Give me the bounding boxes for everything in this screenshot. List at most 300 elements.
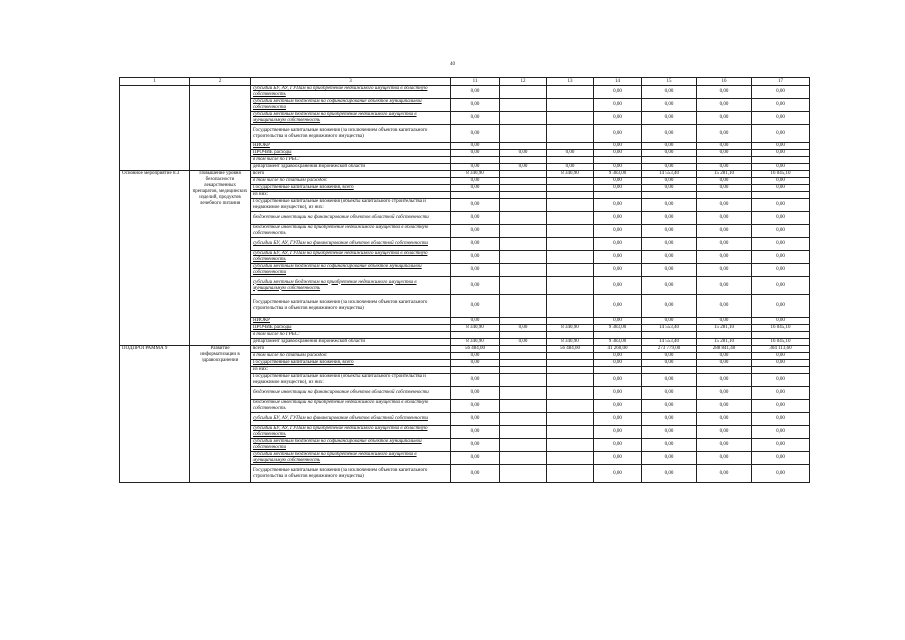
value-cell: 0,00 xyxy=(451,238,500,251)
value-cell: 0,00 xyxy=(697,178,752,185)
value-cell: 0,00 xyxy=(642,125,697,143)
value-cell: 0,00 xyxy=(594,465,642,483)
value-cell xyxy=(547,295,594,318)
value-cell xyxy=(500,264,547,277)
expense-label-cell: субсидии местным бюджетам на приобретение недвижимого имущества в муниципальную собственность xyxy=(251,452,451,465)
value-cell: 0,00 xyxy=(451,387,500,400)
value-cell: 0,00 xyxy=(500,150,547,157)
value-cell xyxy=(547,367,594,374)
expense-label-cell: субсидии местным бюджетам на софинансирование объектов муниципальной собственности xyxy=(251,99,451,112)
column-header: 1 xyxy=(120,78,190,86)
column-header: 2 xyxy=(190,78,251,86)
value-cell: 0,00 xyxy=(752,143,810,150)
value-cell xyxy=(500,452,547,465)
value-cell: 0,00 xyxy=(594,360,642,367)
value-cell: 8 340,90 xyxy=(547,325,594,332)
value-cell: 0,00 xyxy=(697,164,752,171)
value-cell xyxy=(752,367,810,374)
column-header: 16 xyxy=(697,78,752,86)
value-cell: 56 484,00 xyxy=(451,346,500,353)
value-cell: 0,00 xyxy=(697,225,752,238)
value-cell: 0,00 xyxy=(451,251,500,264)
value-cell: 0,00 xyxy=(642,318,697,325)
column-header: 11 xyxy=(451,78,500,86)
value-cell: 0,00 xyxy=(697,264,752,277)
value-cell: 8 340,90 xyxy=(451,339,500,346)
value-cell: 0,00 xyxy=(594,264,642,277)
value-cell: 14 553,40 xyxy=(642,339,697,346)
value-cell: 0,00 xyxy=(752,295,810,318)
value-cell xyxy=(547,439,594,452)
value-cell xyxy=(451,332,500,339)
value-cell: 0,00 xyxy=(451,413,500,426)
expense-label-cell: Государственные капитальные вложения (за исключением объектов капитального строительства и объектов недвижимого имущества) xyxy=(251,465,451,483)
value-cell: 0,00 xyxy=(697,413,752,426)
expense-label-cell: в том числе по статьям расходов: xyxy=(251,353,451,360)
expense-label-cell: субсидии БУ, АУ, ГУПам на приобретение недвижимого имущества в областную собственность xyxy=(251,251,451,264)
value-cell: 0,00 xyxy=(642,238,697,251)
value-cell: 15 281,10 xyxy=(697,171,752,178)
expense-label-cell: в том числе по ГРБС: xyxy=(251,332,451,339)
value-cell: 0,00 xyxy=(697,238,752,251)
value-cell xyxy=(500,185,547,192)
value-cell: 0,00 xyxy=(547,164,594,171)
value-cell xyxy=(642,192,697,199)
value-cell: 0,00 xyxy=(451,439,500,452)
value-cell: 0,00 xyxy=(594,164,642,171)
value-cell: 0,00 xyxy=(697,295,752,318)
value-cell: 0,00 xyxy=(451,199,500,212)
column-header: 14 xyxy=(594,78,642,86)
value-cell xyxy=(500,99,547,112)
value-cell xyxy=(547,387,594,400)
value-cell: 0,00 xyxy=(594,185,642,192)
column-header: 17 xyxy=(752,78,810,86)
expense-label-cell: субсидии местным бюджетам на приобретение недвижимого имущества в муниципальную собственность xyxy=(251,277,451,295)
expense-label-cell: ПРОЧИЕ расходы xyxy=(251,325,451,332)
table-header-row xyxy=(120,78,810,86)
value-cell: 0,00 xyxy=(642,150,697,157)
value-cell xyxy=(547,112,594,125)
value-cell: 0,00 xyxy=(752,238,810,251)
value-cell xyxy=(451,192,500,199)
value-cell xyxy=(500,86,547,99)
value-cell: 0,00 xyxy=(547,150,594,157)
value-cell: 0,00 xyxy=(642,353,697,360)
expense-label-cell: бюджетные инвестиции на финансирование объектов областной собственности xyxy=(251,212,451,225)
value-cell: 0,00 xyxy=(642,413,697,426)
value-cell: 9 383,00 xyxy=(594,325,642,332)
value-cell: 0,00 xyxy=(594,143,642,150)
value-cell xyxy=(547,125,594,143)
value-cell: 0,00 xyxy=(752,465,810,483)
value-cell: 15 281,10 xyxy=(697,325,752,332)
value-cell: 0,00 xyxy=(642,251,697,264)
expense-label-cell: бюджетные инвестиции на приобретение недвижимого имущества в областную собственность xyxy=(251,400,451,413)
value-cell: 8 340,90 xyxy=(451,325,500,332)
value-cell: 14 553,40 xyxy=(642,171,697,178)
value-cell xyxy=(547,264,594,277)
value-cell: 0,00 xyxy=(752,452,810,465)
value-cell xyxy=(752,192,810,199)
value-cell xyxy=(547,178,594,185)
value-cell: 0,00 xyxy=(594,112,642,125)
value-cell: 0,00 xyxy=(451,112,500,125)
expense-label-cell: НИОКР xyxy=(251,318,451,325)
value-cell: 0,00 xyxy=(752,439,810,452)
value-cell xyxy=(451,367,500,374)
value-cell xyxy=(500,178,547,185)
value-cell: 0,00 xyxy=(642,212,697,225)
value-cell xyxy=(500,413,547,426)
value-cell: 0,00 xyxy=(594,295,642,318)
expense-label-cell: в том числе по ГРБС: xyxy=(251,157,451,164)
value-cell xyxy=(500,346,547,353)
value-cell: 0,00 xyxy=(594,318,642,325)
value-cell: 0,00 xyxy=(752,277,810,295)
value-cell: 0,00 xyxy=(752,164,810,171)
value-cell: 0,00 xyxy=(594,251,642,264)
value-cell: 8 340,90 xyxy=(547,339,594,346)
value-cell xyxy=(451,157,500,164)
expense-label-cell: департамент здравоохранения Воронежской области xyxy=(251,164,451,171)
value-cell: 0,00 xyxy=(642,199,697,212)
value-cell xyxy=(594,367,642,374)
value-cell: 0,00 xyxy=(697,400,752,413)
value-cell xyxy=(547,332,594,339)
expense-label-cell: бюджетные инвестиции на приобретение недвижимого имущества в областную собственность xyxy=(251,225,451,238)
program-code-cell: ПОДПРОГРАММА 9 xyxy=(120,346,190,483)
value-cell xyxy=(500,277,547,295)
value-cell: 0,00 xyxy=(594,199,642,212)
expense-label-cell: субсидии БУ, АУ, ГУПам на приобретение недвижимого имущества в областную собственность xyxy=(251,426,451,439)
value-cell: 0,00 xyxy=(697,387,752,400)
value-cell: 0,00 xyxy=(752,251,810,264)
value-cell: 0,00 xyxy=(642,374,697,387)
value-cell xyxy=(547,465,594,483)
value-cell: 0,00 xyxy=(594,150,642,157)
value-cell xyxy=(547,452,594,465)
value-cell: 273 779,00 xyxy=(642,346,697,353)
value-cell xyxy=(500,387,547,400)
value-cell: 0,00 xyxy=(451,353,500,360)
value-cell: 0,00 xyxy=(697,360,752,367)
value-cell: 0,00 xyxy=(642,400,697,413)
value-cell: 0,00 xyxy=(594,225,642,238)
value-cell xyxy=(697,332,752,339)
value-cell: 0,00 xyxy=(752,199,810,212)
value-cell: 0,00 xyxy=(752,225,810,238)
expense-label-cell: субсидии БУ, АУ, ГУПам на финансирование объектов областной собственности xyxy=(251,413,451,426)
value-cell: 9 383,00 xyxy=(594,339,642,346)
value-cell xyxy=(547,413,594,426)
expense-label-cell: ПРОЧИЕ расходы xyxy=(251,150,451,157)
value-cell xyxy=(547,400,594,413)
value-cell: 0,00 xyxy=(697,150,752,157)
value-cell: 0,00 xyxy=(594,374,642,387)
value-cell xyxy=(697,157,752,164)
value-cell: 56 484,00 xyxy=(547,346,594,353)
value-cell: 0,00 xyxy=(451,360,500,367)
table-row xyxy=(120,346,810,353)
value-cell xyxy=(500,192,547,199)
value-cell: 0,00 xyxy=(642,387,697,400)
value-cell: 0,00 xyxy=(752,353,810,360)
value-cell: 0,00 xyxy=(642,277,697,295)
value-cell: 15 281,10 xyxy=(697,339,752,346)
value-cell: 0,00 xyxy=(451,295,500,318)
expense-label-cell: Государственные капитальные вложения (объекты капитального строительства и недвижимое имущество), из них: xyxy=(251,199,451,212)
value-cell xyxy=(547,86,594,99)
program-code-cell: Основное мероприятие 8.3 xyxy=(120,171,190,346)
value-cell: 0,00 xyxy=(594,125,642,143)
value-cell: 0,00 xyxy=(642,264,697,277)
program-title-cell: Повышение уровня безопасности лекарственных препаратов, медицинских изделий, продуктов лечебного питания xyxy=(190,171,251,346)
column-header: 3 xyxy=(251,78,451,86)
expense-label-cell: из них: xyxy=(251,192,451,199)
value-cell: 0,00 xyxy=(697,353,752,360)
value-cell: 0,00 xyxy=(594,400,642,413)
value-cell: 0,00 xyxy=(642,452,697,465)
expense-label-cell: субсидии местным бюджетам на приобретение недвижимого имущества в муниципальную собственность xyxy=(251,112,451,125)
value-cell: 0,00 xyxy=(500,339,547,346)
value-cell: 0,00 xyxy=(752,112,810,125)
value-cell: 304 113,60 xyxy=(752,346,810,353)
value-cell: 0,00 xyxy=(752,264,810,277)
value-cell: 0,00 xyxy=(752,374,810,387)
value-cell: 0,00 xyxy=(752,360,810,367)
value-cell: 0,00 xyxy=(451,400,500,413)
value-cell xyxy=(500,318,547,325)
value-cell: 0,00 xyxy=(451,86,500,99)
value-cell xyxy=(547,374,594,387)
value-cell: 0,00 xyxy=(697,251,752,264)
value-cell xyxy=(500,225,547,238)
value-cell: 0,00 xyxy=(451,452,500,465)
value-cell xyxy=(500,199,547,212)
value-cell xyxy=(547,353,594,360)
value-cell: 0,00 xyxy=(451,164,500,171)
value-cell xyxy=(547,143,594,150)
value-cell: 0,00 xyxy=(752,387,810,400)
value-cell: 0,00 xyxy=(594,353,642,360)
value-cell: 0,00 xyxy=(752,178,810,185)
value-cell: 0,00 xyxy=(697,199,752,212)
value-cell: 0,00 xyxy=(594,178,642,185)
value-cell: 0,00 xyxy=(451,125,500,143)
value-cell xyxy=(547,238,594,251)
expense-label-cell: бюджетные инвестиции на финансирование объектов областной собственности xyxy=(251,387,451,400)
value-cell xyxy=(500,367,547,374)
value-cell: 0,00 xyxy=(642,295,697,318)
value-cell: 0,00 xyxy=(697,277,752,295)
value-cell: 0,00 xyxy=(752,400,810,413)
expense-label-cell: всего xyxy=(251,171,451,178)
expense-label-cell: всего xyxy=(251,346,451,353)
table-row xyxy=(120,171,810,178)
value-cell: 0,00 xyxy=(697,465,752,483)
value-cell: 0,00 xyxy=(697,212,752,225)
value-cell: 16 045,10 xyxy=(752,171,810,178)
expense-label-cell: департамент здравоохранения Воронежской области xyxy=(251,339,451,346)
value-cell: 41 260,00 xyxy=(594,346,642,353)
value-cell xyxy=(500,112,547,125)
value-cell xyxy=(500,332,547,339)
value-cell: 16 045,10 xyxy=(752,339,810,346)
value-cell: 0,00 xyxy=(752,413,810,426)
value-cell: 0,00 xyxy=(451,212,500,225)
value-cell xyxy=(500,439,547,452)
value-cell xyxy=(500,125,547,143)
column-header: 12 xyxy=(500,78,547,86)
value-cell: 0,00 xyxy=(642,112,697,125)
expense-label-cell: субсидии местным бюджетам на софинансирование объектов муниципальной собственности xyxy=(251,264,451,277)
value-cell xyxy=(500,360,547,367)
value-cell: 0,00 xyxy=(642,360,697,367)
value-cell xyxy=(500,212,547,225)
value-cell: 0,00 xyxy=(451,225,500,238)
value-cell xyxy=(547,157,594,164)
value-cell xyxy=(500,238,547,251)
value-cell xyxy=(547,318,594,325)
value-cell: 0,00 xyxy=(451,99,500,112)
value-cell: 0,00 xyxy=(642,86,697,99)
table-body xyxy=(120,86,810,483)
value-cell: 0,00 xyxy=(697,426,752,439)
expense-label-cell: НИОКР xyxy=(251,143,451,150)
expense-label-cell: Государственные капитальные вложения, всего xyxy=(251,360,451,367)
expense-label-cell: в том числе по статьям расходов: xyxy=(251,178,451,185)
value-cell xyxy=(642,157,697,164)
value-cell xyxy=(642,367,697,374)
value-cell xyxy=(500,157,547,164)
value-cell xyxy=(547,360,594,367)
value-cell xyxy=(547,192,594,199)
value-cell: 8 340,90 xyxy=(547,171,594,178)
value-cell xyxy=(500,374,547,387)
value-cell: 8 340,90 xyxy=(451,171,500,178)
expense-label-cell: из них: xyxy=(251,367,451,374)
expense-label-cell: субсидии БУ, АУ, ГУПам на финансирование объектов областной собственности xyxy=(251,238,451,251)
expense-label-cell: Государственные капитальные вложения (за исключением объектов капитального строительства и объектов недвижимого имущества) xyxy=(251,125,451,143)
value-cell: 0,00 xyxy=(697,439,752,452)
value-cell: 0,00 xyxy=(752,125,810,143)
value-cell: 0,00 xyxy=(451,185,500,192)
value-cell: 0,00 xyxy=(752,150,810,157)
value-cell: 0,00 xyxy=(642,185,697,192)
expense-label-cell: Государственные капитальные вложения, всего xyxy=(251,185,451,192)
value-cell: 0,00 xyxy=(594,452,642,465)
value-cell: 0,00 xyxy=(697,112,752,125)
value-cell: 0,00 xyxy=(642,439,697,452)
value-cell: 0,00 xyxy=(642,465,697,483)
value-cell xyxy=(500,426,547,439)
value-cell: 0,00 xyxy=(752,99,810,112)
program-code-cell xyxy=(120,86,190,171)
value-cell xyxy=(697,367,752,374)
value-cell: 0,00 xyxy=(752,212,810,225)
value-cell: 0,00 xyxy=(451,143,500,150)
value-cell: 0,00 xyxy=(500,164,547,171)
value-cell xyxy=(547,426,594,439)
value-cell: 0,00 xyxy=(451,374,500,387)
value-cell: 0,00 xyxy=(642,164,697,171)
value-cell: 0,00 xyxy=(594,439,642,452)
program-title-cell xyxy=(190,86,251,171)
value-cell: 0,00 xyxy=(697,374,752,387)
value-cell xyxy=(752,157,810,164)
value-cell: 0,00 xyxy=(642,178,697,185)
value-cell: 0,00 xyxy=(594,426,642,439)
value-cell: 0,00 xyxy=(594,238,642,251)
value-cell: 0,00 xyxy=(594,99,642,112)
value-cell xyxy=(752,332,810,339)
value-cell: 0,00 xyxy=(697,452,752,465)
value-cell xyxy=(500,251,547,264)
value-cell: 0,00 xyxy=(451,150,500,157)
value-cell xyxy=(547,185,594,192)
value-cell xyxy=(547,277,594,295)
value-cell: 0,00 xyxy=(697,143,752,150)
expense-label-cell: Государственные капитальные вложения (за исключением объектов капитального строительства и объектов недвижимого имущества) xyxy=(251,295,451,318)
value-cell xyxy=(500,400,547,413)
value-cell: 0,00 xyxy=(451,318,500,325)
value-cell: 0,00 xyxy=(500,325,547,332)
value-cell: 0,00 xyxy=(642,99,697,112)
value-cell xyxy=(594,332,642,339)
value-cell xyxy=(697,192,752,199)
value-cell: 0,00 xyxy=(594,413,642,426)
value-cell: 0,00 xyxy=(752,185,810,192)
value-cell: 0,00 xyxy=(642,426,697,439)
page-number: 40 xyxy=(450,62,455,67)
expense-label-cell: Государственные капитальные вложения (объекты капитального строительства и недвижимое имущество), из них: xyxy=(251,374,451,387)
value-cell: 0,00 xyxy=(594,277,642,295)
value-cell xyxy=(642,332,697,339)
value-cell xyxy=(547,251,594,264)
value-cell: 14 553,40 xyxy=(642,325,697,332)
value-cell: 0,00 xyxy=(594,212,642,225)
value-cell: 0,00 xyxy=(752,426,810,439)
value-cell xyxy=(594,157,642,164)
value-cell: 0,00 xyxy=(451,426,500,439)
table-row xyxy=(120,86,810,99)
value-cell: 0,00 xyxy=(697,99,752,112)
value-cell: 0,00 xyxy=(451,465,500,483)
value-cell xyxy=(547,225,594,238)
value-cell xyxy=(500,143,547,150)
column-header: 15 xyxy=(642,78,697,86)
value-cell xyxy=(500,295,547,318)
value-cell: 0,00 xyxy=(451,277,500,295)
value-cell: 0,00 xyxy=(642,225,697,238)
budget-table xyxy=(119,77,810,483)
value-cell: 16 045,10 xyxy=(752,325,810,332)
value-cell: 0,00 xyxy=(594,86,642,99)
value-cell: 0,00 xyxy=(451,264,500,277)
expense-label-cell: субсидии местным бюджетам на софинансирование объектов муниципальной собственности xyxy=(251,439,451,452)
column-header: 13 xyxy=(547,78,594,86)
program-title-cell: Развитие информатизации в здравоохранении xyxy=(190,346,251,483)
value-cell xyxy=(500,353,547,360)
value-cell: 0,00 xyxy=(697,185,752,192)
value-cell xyxy=(500,465,547,483)
value-cell: 0,00 xyxy=(697,318,752,325)
value-cell: 0,00 xyxy=(752,318,810,325)
value-cell: 0,00 xyxy=(451,178,500,185)
value-cell: 0,00 xyxy=(594,387,642,400)
value-cell xyxy=(500,171,547,178)
